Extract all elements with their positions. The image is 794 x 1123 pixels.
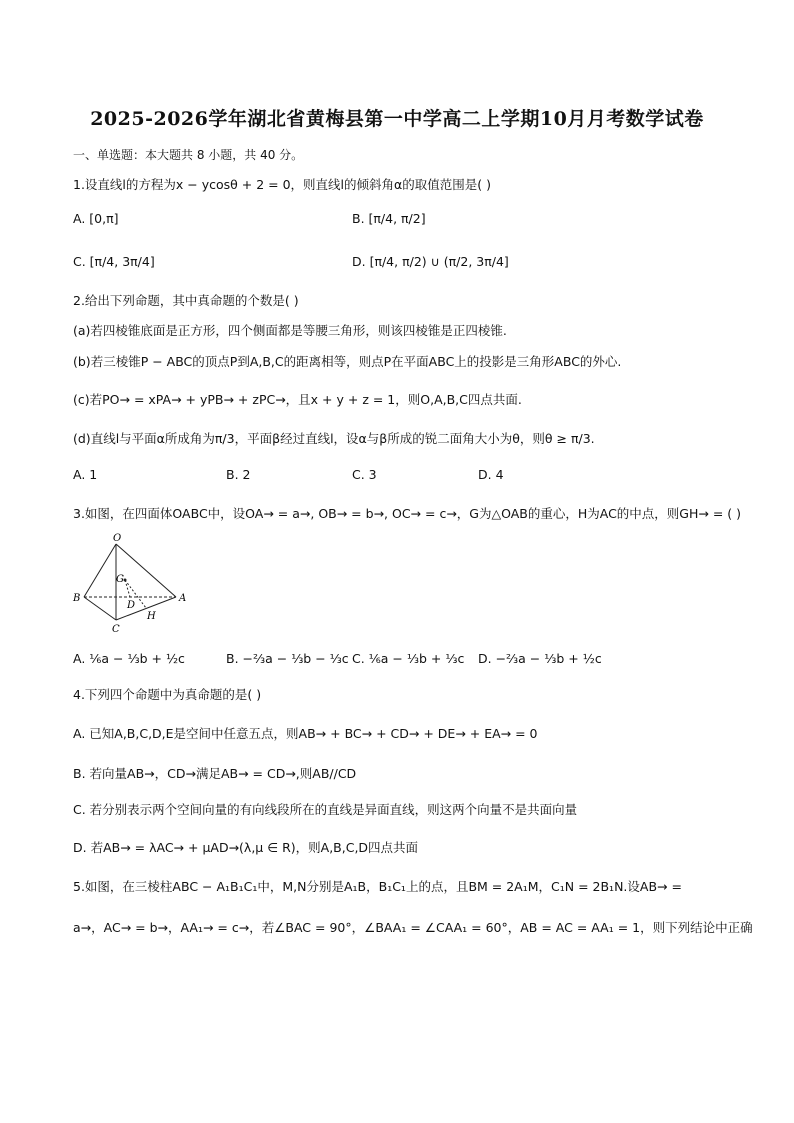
q2-proposition-a: (a)若四棱锥底面是正方形，四个侧面都是等腰三角形，则该四棱锥是正四棱锥.	[73, 323, 507, 338]
q2-option-a: A. 1	[73, 467, 98, 482]
vertex-label-c: C	[112, 624, 120, 635]
q1-option-c: C. [π/4, 3π/4]	[73, 254, 155, 269]
q3-option-a: A. ⅙a − ⅓b + ½c	[73, 651, 185, 666]
point-label-g: G	[116, 574, 124, 585]
q2-option-d: D. 4	[478, 467, 504, 482]
q1-option-a: A. [0,π]	[73, 211, 119, 226]
q4-option-d: D. 若AB→ = λAC→ + μAD→(λ,μ ∈ R)，则A,B,C,D四点共面	[73, 840, 419, 855]
q1-option-d: D. [π/4, π/2) ∪ (π/2, 3π/4]	[352, 254, 509, 269]
q5-stem-line2: a→，AC→ = b→，AA₁→ = c→，若∠BAC = 90°，∠BAA₁ = ∠CAA₁ = 60°，AB = AC = AA₁ = 1，则下列结论中正确	[73, 920, 753, 935]
q2-option-b: B. 2	[226, 467, 251, 482]
q5-stem-line1: 5.如图，在三棱柱ABC − A₁B₁C₁中，M,N分别是A₁B，B₁C₁上的点，且BM = 2A₁M，C₁N = 2B₁N.设AB→ =	[73, 879, 682, 894]
q3-option-c: C. ⅙a − ⅓b + ⅓c	[352, 651, 465, 666]
vertex-label-b: B	[73, 593, 81, 604]
point-label-d: D	[127, 600, 136, 611]
vertex-label-o: O	[113, 533, 122, 544]
q1-stem: 1.设直线l的方程为x − ycosθ + 2 = 0，则直线l的倾斜角α的取值范围是( )	[73, 177, 491, 192]
q2-option-c: C. 3	[352, 467, 377, 482]
q4-stem: 4.下列四个命题中为真命题的是( )	[73, 687, 262, 702]
q4-option-b: B. 若向量AB→，CD→满足AB→ = CD→,则AB//CD	[73, 766, 357, 781]
point-label-h: H	[147, 611, 156, 622]
section-heading: 一、单选题：本大题共 8 小题，共 40 分。	[73, 148, 304, 162]
q2-proposition-c: (c)若PO→ = xPA→ + yPB→ + zPC→，且x + y + z = 1，则O,A,B,C四点共面.	[73, 392, 522, 407]
q4-option-a: A. 已知A,B,C,D,E是空间中任意五点，则AB→ + BC→ + CD→ + DE→ + EA→ = 0	[73, 726, 538, 741]
q3-stem: 3.如图，在四面体OABC中，设OA→ = a→, OB→ = b→, OC→ = c→，G为△OAB的重心，H为AC的中点，则GH→ = ( )	[73, 506, 742, 521]
q2-proposition-b: (b)若三棱锥P − ABC的顶点P到A,B,C的距离相等，则点P在平面ABC上的投影是三角形ABC的外心.	[73, 354, 622, 369]
q2-proposition-d: (d)直线l与平面α所成角为π/3，平面β经过直线l，设α与β所成的锐二面角大小为θ，则θ ≥ π/3.	[73, 431, 595, 446]
q1-option-b: B. [π/4, π/2]	[352, 211, 426, 226]
tetrahedron-figure	[70, 532, 200, 637]
q2-stem: 2.给出下列命题，其中真命题的个数是( )	[73, 293, 299, 308]
q3-option-b: B. −⅔a − ⅓b − ⅓c	[226, 651, 349, 666]
vertex-label-a: A	[179, 593, 187, 604]
q4-option-c: C. 若分别表示两个空间向量的有向线段所在的直线是异面直线，则这两个向量不是共面向量	[73, 802, 578, 817]
q3-option-d: D. −⅔a − ⅓b + ½c	[478, 651, 602, 666]
page-title: 2025-2026学年湖北省黄梅县第一中学高二上学期10月月考数学试卷	[90, 108, 704, 130]
